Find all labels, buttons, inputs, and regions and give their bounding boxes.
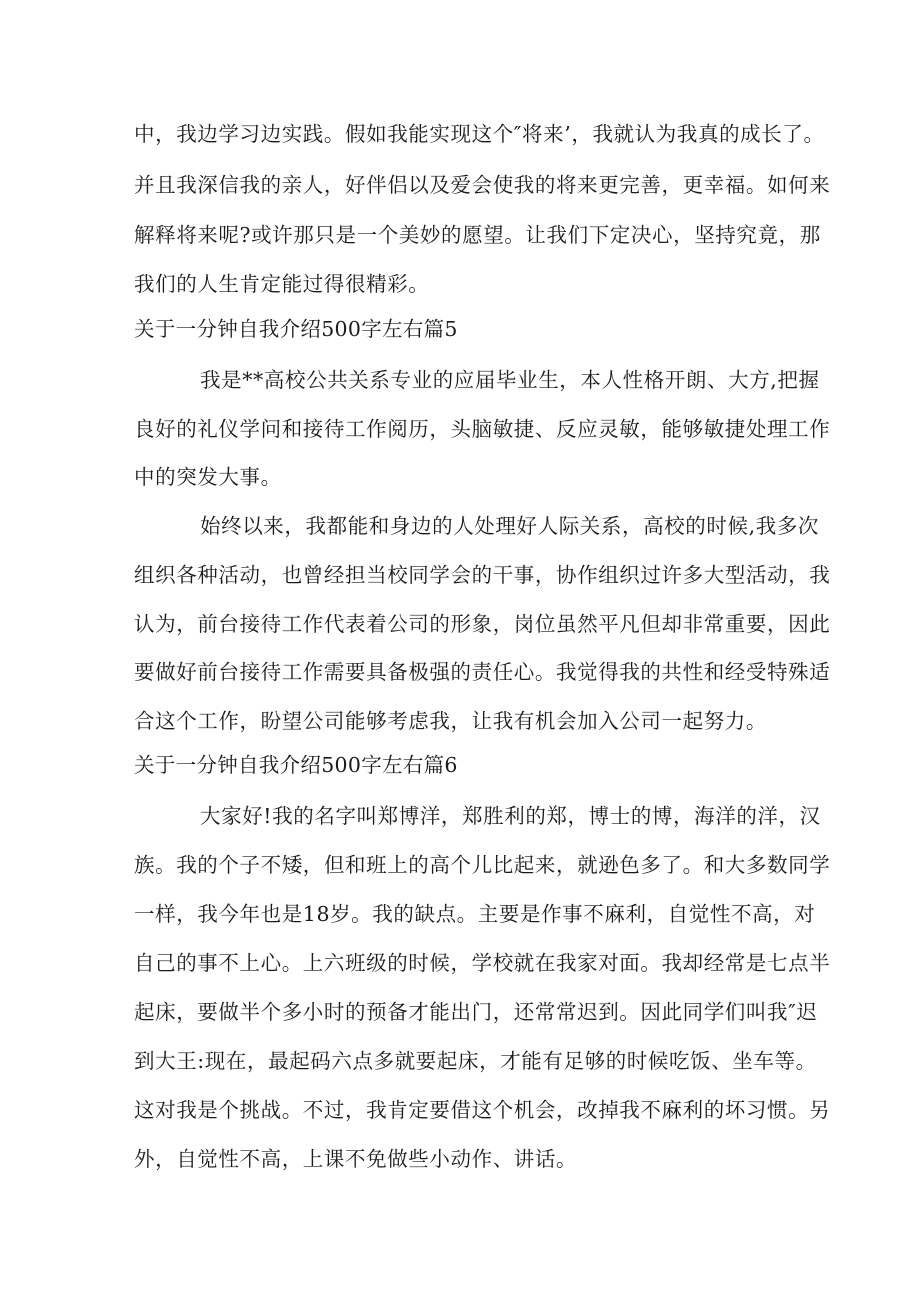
body-line: 解释将来呢?或许那只是一个美妙的愿望。让我们下定决心，坚持究竟，那 — [134, 223, 821, 247]
body-line: 我们的人生肯定能过得很精彩。 — [134, 272, 430, 296]
body-line: 大家好!我的名字叫郑博洋，郑胜利的郑，博士的博，海洋的洋，汉 — [200, 804, 821, 828]
section-heading: 关于一分钟自我介绍500字左右篇6 — [134, 753, 458, 777]
body-line: 到大王:现在，最起码六点多就要起床，才能有足够的时候吃饭、坐车等。 — [134, 1049, 817, 1073]
body-line: 族。我的个子不矮，但和班上的高个儿比起来，就逊色多了。和大多数同学 — [134, 853, 831, 877]
body-line: 组织各种活动，也曾经担当校同学会的干事，协作组织过许多大型活动，我 — [134, 563, 831, 587]
body-line: 这对我是个挑战。不过，我肯定要借这个机会，改掉我不麻利的坏习惯。另 — [134, 1098, 831, 1122]
body-line: 一样，我今年也是18岁。我的缺点。主要是作事不麻利，自觉性不高，对 — [134, 902, 816, 926]
section-heading: 关于一分钟自我介绍500字左右篇5 — [134, 317, 458, 341]
body-line: 中的突发大事。 — [134, 465, 282, 489]
body-line: 认为，前台接待工作代表着公司的形象，岗位虽然平凡但却非常重要，因此 — [134, 612, 831, 636]
body-line: 起床，要做半个多小时的预备才能出门，还常常迟到。因此同学们叫我″迟 — [134, 1000, 818, 1024]
body-line: 中，我边学习边实践。假如我能实现这个″将来’，我就认为我真的成长了。 — [134, 122, 825, 146]
body-line: 外，自觉性不高，上课不免做些小动作、讲话。 — [134, 1147, 578, 1171]
body-line: 要做好前台接待工作需要具备极强的责任心。我觉得我的共性和经受特殊适 — [134, 660, 831, 684]
body-line: 良好的礼仪学问和接待工作阅历，头脑敏捷、反应灵敏，能够敏捷处理工作 — [134, 417, 831, 441]
body-line: 我是**高校公共关系专业的应届毕业生，本人性格开朗、大方,把握 — [200, 368, 820, 392]
body-line: 自己的事不上心。上六班级的时候，学校就在我家对面。我却经常是七点半 — [134, 951, 831, 975]
body-line: 始终以来，我都能和身边的人处理好人际关系，高校的时候,我多次 — [200, 514, 820, 538]
body-line: 并且我深信我的亲人，好伴侣以及爱会使我的将来更完善，更幸福。如何来 — [134, 173, 831, 197]
body-line: 合这个工作，盼望公司能够考虑我，让我有机会加入公司一起努力。 — [134, 709, 767, 733]
